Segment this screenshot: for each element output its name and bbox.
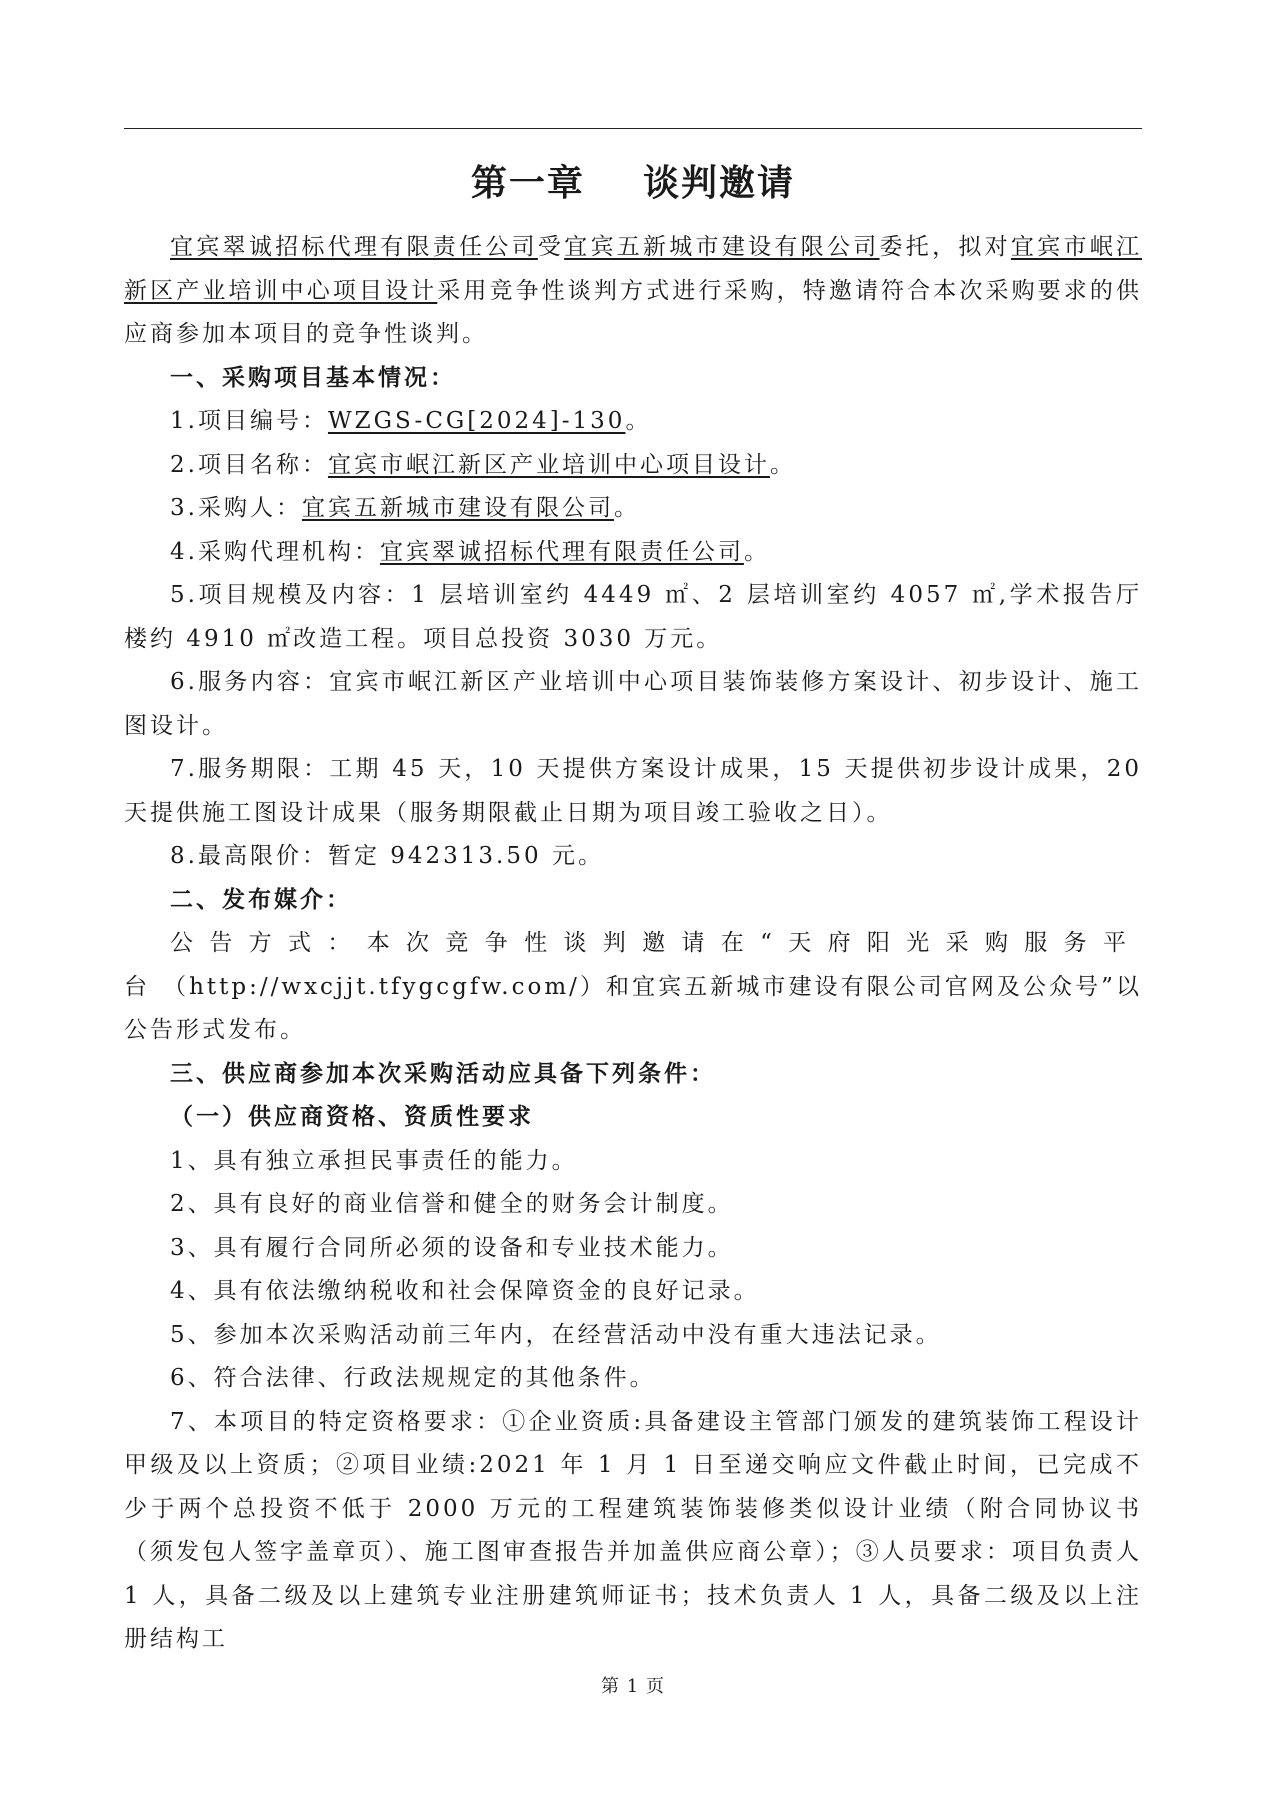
purchaser-line: 3.采购人：宜宾五新城市建设有限公司。 (170, 495, 640, 521)
purchaser-value: 宜宾五新城市建设有限公司 (301, 495, 614, 521)
project-name-value: 宜宾市岷江新区产业培训中心项目设计 (327, 451, 770, 478)
service-content-line: 6.服务内容：宜宾市岷江新区产业培训中心项目装饰装修方案设计、初步设计、施工图设计。 (124, 669, 1142, 739)
project-name-line: 2.项目名称：宜宾市岷江新区产业培训中心项目设计。 (170, 451, 796, 478)
purchaser-name: 宜宾五新城市建设有限公司 (564, 234, 880, 260)
requirement-item: 4、具有依法缴纳税收和社会保障资金的良好记录。 (170, 1278, 760, 1304)
document-body (124, 226, 1142, 1662)
document-page (124, 0, 1142, 1812)
requirement-item: 1、具有独立承担民事责任的能力。 (170, 1147, 578, 1174)
requirement-item: 3、具有履行合同所必须的设备和专业技术能力。 (170, 1234, 734, 1261)
price-limit-line: 8.最高限价：暂定 942313.50 元。 (170, 843, 604, 869)
chapter-title: 第一章 谈判邀请 (470, 163, 796, 204)
intro-paragraph: 宜宾翠诚招标代理有限责任公司受宜宾五新城市建设有限公司委托，拟对宜宾市岷江新区产业培训中心项目设计采用竞争性谈判方式进行采购，特邀请符合本次采购要求的供应商参加本项目的竞争性谈判。 (124, 234, 1143, 347)
project-number-line: 1.项目编号：WZGS-CG[2024]-130。 (170, 408, 652, 434)
section3-subheading: （一）供应商资格、资质性要求 (170, 1104, 534, 1130)
section3-heading: 三、供应商参加本次采购活动应具备下列条件： (170, 1060, 716, 1087)
project-name: 宜宾市岷江新区产业培训中心项目设计 (124, 234, 1143, 304)
project-scale-line: 5.项目规模及内容：1 层培训室约 4449 ㎡、2 层培训室约 4057 ㎡,学术报告厅楼约 4910 ㎡改造工程。项目总投资 3030 万元。 (124, 582, 1142, 652)
agency-name: 宜宾翠诚招标代理有限责任公司 (170, 234, 538, 260)
agency-line: 4.采购代理机构：宜宾翠诚招标代理有限责任公司。 (170, 538, 770, 565)
requirement-item: 2、具有良好的商业信誉和健全的财务会计制度。 (170, 1191, 734, 1217)
section2-heading: 二、发布媒介： (170, 886, 352, 913)
requirement-item: 5、参加本次采购活动前三年内，在经营活动中没有重大违法记录。 (170, 1321, 942, 1348)
header-rule (124, 128, 1142, 129)
media-paragraph: 公告方式：本次竞争性谈判邀请在“天府阳光采购服务平台（http://wxcjjt.tfygcgfw.com/）和宜宾五新城市建设有限公司官网及公众号”以公告形式发布。 (124, 930, 1142, 1043)
service-period-line: 7.服务期限：工期 45 天，10 天提供方案设计成果，15 天提供初步设计成果，20 天提供施工图设计成果（服务期限截止日期为项目竣工验收之日）。 (124, 756, 1142, 826)
project-number: WZGS-CG[2024]-130 (327, 408, 626, 434)
requirement-item-special: 7、本项目的特定资格要求：①企业资质:具备建设主管部门颁发的建筑装饰工程设计甲级及以上资质；②项目业绩:2021 年 1 月 1 日至递交响应文件截止时间，已完成不少于两个总投资不低于 2000 万元的工程建筑装饰装修类似设计业绩（附合同协议书（须发包人签字盖章页）、施工图审查报告并加盖供应商公章）；③人员要求：项目负责人 1 人，具备二级及以上建筑专业注册建筑师证书；技术负责人 1 人，具备二级及以上注册结构工 (124, 1408, 1142, 1652)
section1-heading: 一、采购项目基本情况： (170, 364, 456, 391)
page-number: 第 1 页 (601, 1676, 665, 1697)
agency-value: 宜宾翠诚招标代理有限责任公司 (379, 538, 744, 565)
requirement-item: 6、符合法律、行政法规规定的其他条件。 (170, 1365, 656, 1391)
